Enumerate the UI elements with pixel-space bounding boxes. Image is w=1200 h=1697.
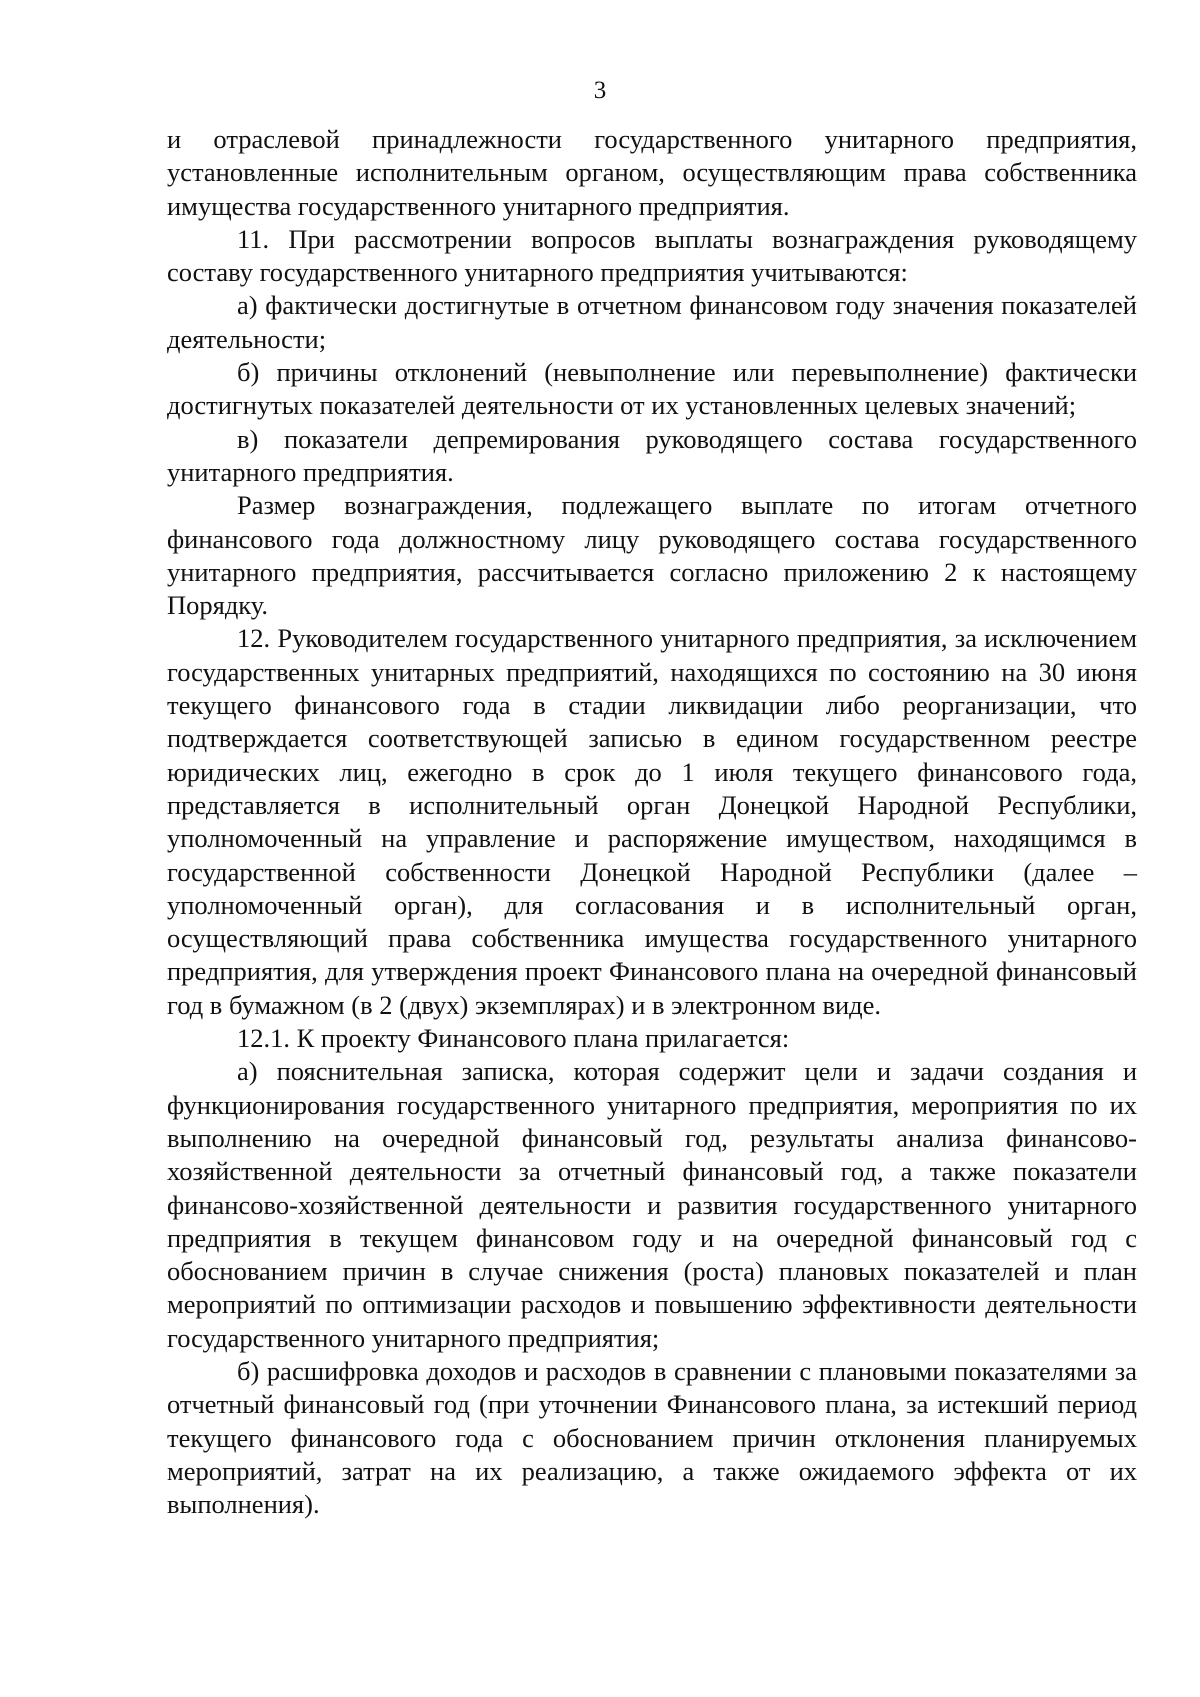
paragraph-reward-size: Размер вознаграждения, подлежащего выплате по итогам отчетного финансового года должностному лицу руководящего состава государственного унитарного предприятия, рассчитывается согласно приложению 2 к настоящему Порядку. [167,490,1137,621]
paragraph-12: 12. Руководителем государственного унитарного предприятия, за исключением государственных унитарных предприятий, находящихся по состоянию на 30 июня текущего финансового года в стадии ликвидации либо реорганизации, что подтверждается соответствующей записью в едином государственном реестре юридических лиц, ежегодно в срок до 1 июля текущего финансового года, представляется в исполнительный орган Донецкой Народной Республики, уполномоченный на управление и распоряжение имуществом, находящимся в государственной собственности Донецкой Народной Республики (далее – уполномоченный орган), для согласования и в исполнительный орган, осуществляющий права собственника имущества государственного унитарного предприятия, для утверждения проект Финансового плана на очередной финансовый год в бумажном (в 2 (двух) экземплярах) и в электронном виде. [167,623,1137,1020]
paragraph-11-b: б) причины отклонений (невыполнение или перевыполнение) фактически достигнутых показателей деятельности от их установленных целевых значений; [167,357,1137,421]
paragraph-12-1: 12.1. К проекту Финансового плана прилагается: [237,1023,790,1054]
paragraph-11-a: а) фактически достигнутые в отчетном финансовом году значения показателей деятельности; [167,290,1137,354]
page-number: 3 [593,77,607,104]
paragraph-intro-continuation: и отраслевой принадлежности государственного унитарного предприятия, установленные исполнительным органом, осуществляющим права собственника имущества государственного унитарного предприятия. [167,124,1137,221]
document-body [167,123,1137,1521]
paragraph-11-c: в) показатели депремирования руководящего состава государственного унитарного предприятия. [167,423,1137,487]
paragraph-12-1-b: б) расшифровка доходов и расходов в сравнении с плановыми показателями за отчетный финансовый год (при уточнении Финансового плана, за истекший период текущего финансового года с обоснованием причин отклонения планируемых мероприятий, затрат на их реализацию, а также ожидаемого эффекта от их выполнения). [167,1355,1137,1520]
paragraph-12-1-a: а) пояснительная записка, которая содержит цели и задачи создания и функционирования государственного унитарного предприятия, мероприятия по их выполнению на очередной финансовый год, результаты анализа финансово-хозяйственной деятельности за отчетный финансовый год, а также показатели финансово-хозяйственной деятельности и развития государственного унитарного предприятия в текущем финансовом году и на очередной финансовый год с обоснованием причин в случае снижения (роста) плановых показателей и план мероприятий по оптимизации расходов и повышению эффективности деятельности государственного унитарного предприятия; [167,1056,1137,1353]
paragraph-11: 11. При рассмотрении вопросов выплаты вознаграждения руководящему составу государственного унитарного предприятия учитываются: [167,223,1137,288]
